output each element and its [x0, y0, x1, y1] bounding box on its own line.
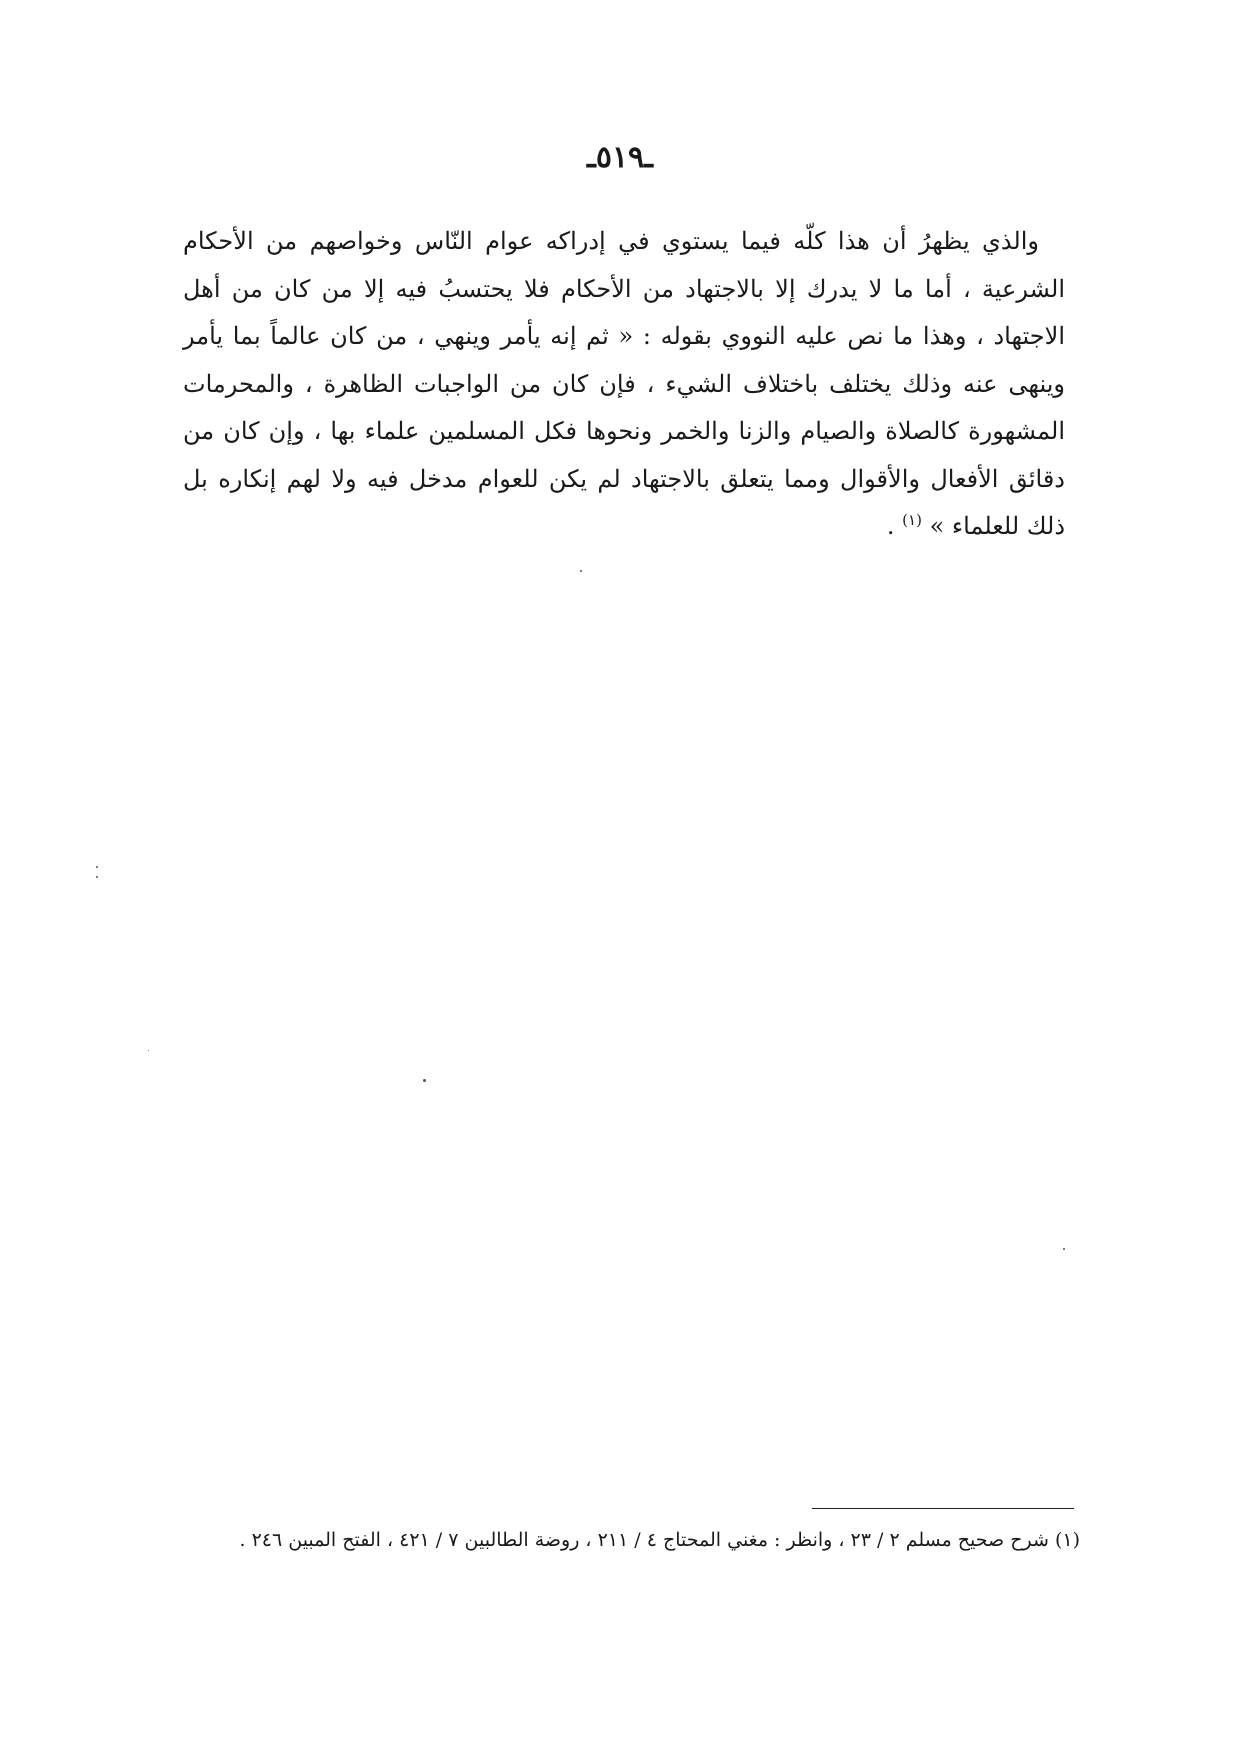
page-number: ـ٥١٩ـ: [587, 140, 653, 175]
footnote-reference: (١): [902, 511, 922, 529]
scan-speck: [423, 1079, 426, 1082]
scan-speck: [148, 1050, 149, 1051]
footnote-divider: [812, 1508, 1074, 1509]
scan-speck: [1063, 1248, 1065, 1250]
footnote: [180, 1521, 1080, 1560]
main-text: [183, 218, 1065, 551]
paragraph-text: والذي يظهرُ أن هذا كلّه فيما يستوي في إدراكه عوام النّاس وخواصهم من الأحكام الشرعية ، أما ما لا يدرك إلا بالاجتهاد من الأحكام فلا يحتسبُ فيه إلا من كان من أهل الاجتهاد ، وهذا ما نص عليه النووي بقوله : « ثم إنه يأمر وينهي ، من كان عالماً بما يأمر وينهى عنه وذلك يختلف باختلاف الشيء ، فإن كان من الواجبات الظاهرة ، والمحرمات المشهورة كالصلاة والصيام والزنا والخمر ونحوها فكل المسلمين علماء بها ، وإن كان من دقائق الأفعال والأقوال ومما يتعلق بالاجتهاد لم يكن للعوام مدخل فيه ولا لهم إنكاره بل ذلك للعلماء »: [183, 227, 1065, 540]
body-paragraph: [183, 218, 1065, 551]
footnote-text: (١) شرح صحيح مسلم ٢ / ٢٣ ، وانظر : مغني المحتاج ٤ / ٢١١ ، روضة الطالبين ٧ / ٤٢١ ، الفتح المبين ٢٤٦ .: [239, 1529, 1080, 1551]
scan-speck: [96, 866, 98, 868]
scan-speck: [96, 876, 98, 878]
scan-speck: [580, 570, 582, 572]
paragraph-end: .: [886, 512, 903, 540]
